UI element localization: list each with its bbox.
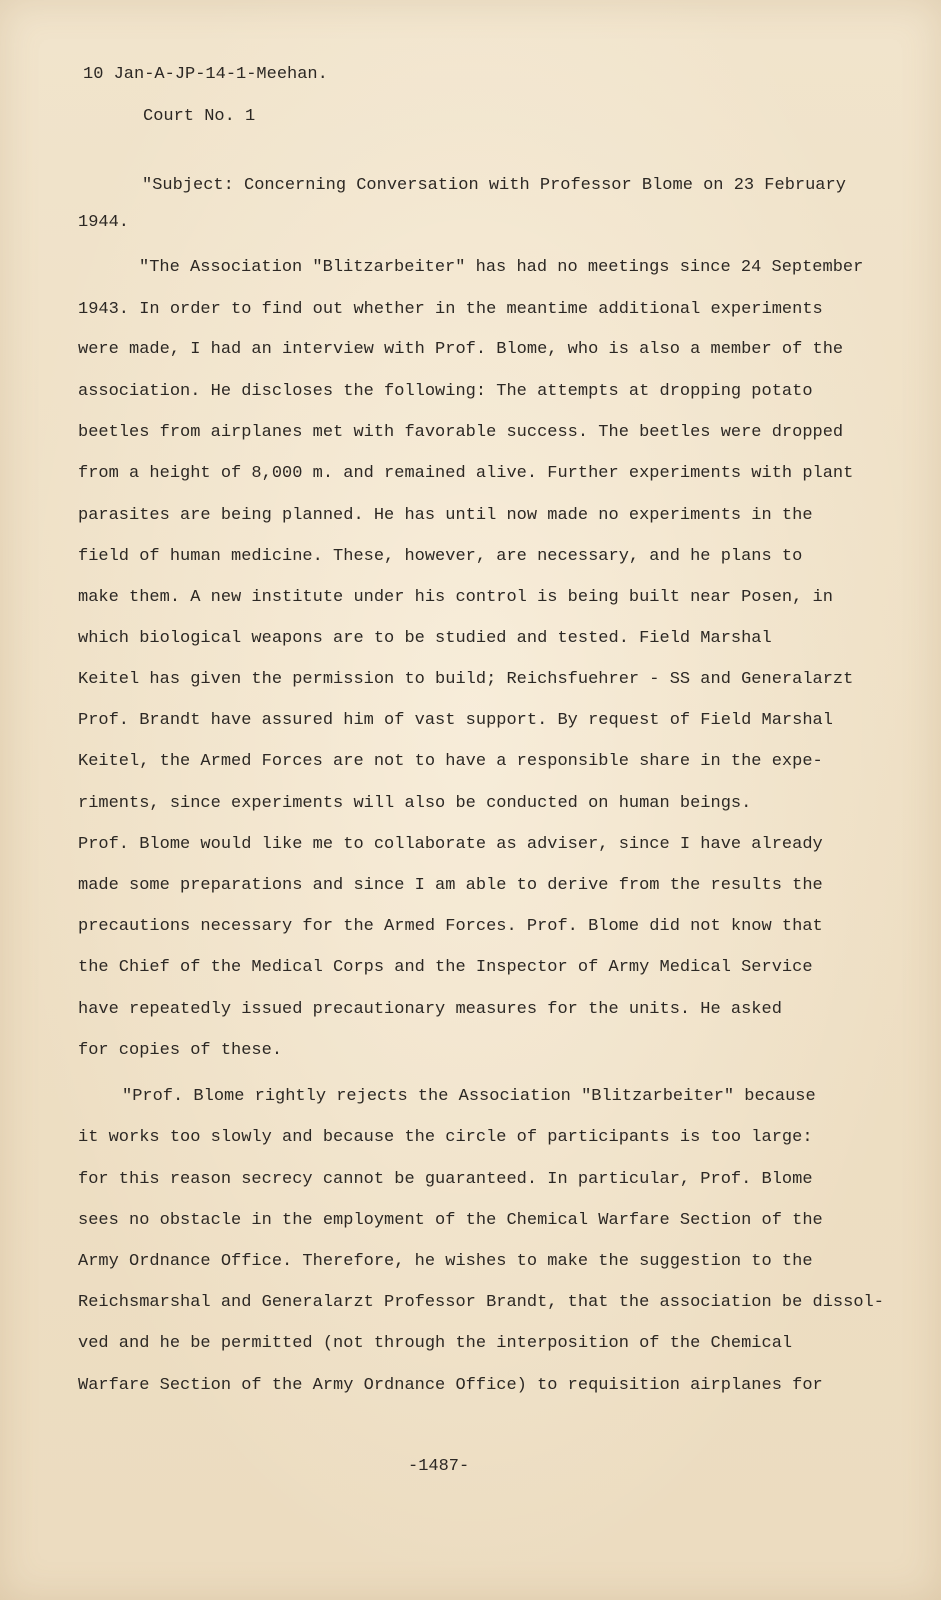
body-line: precautions necessary for the Armed Forces. Prof. Blome did not know that (78, 917, 823, 936)
body-line: Keitel has given the permission to build; Reichsfuehrer - SS and Generalarzt (78, 670, 854, 689)
document-reference: 10 Jan-A-JP-14-1-Meehan. (83, 65, 328, 84)
body-line: sees no obstacle in the employment of the Chemical Warfare Section of the (78, 1211, 823, 1230)
body-line: from a height of 8,000 m. and remained alive. Further experiments with plant (78, 464, 854, 483)
body-line: for this reason secrecy cannot be guaranteed. In particular, Prof. Blome (78, 1170, 813, 1189)
body-line: made some preparations and since I am able to derive from the results the (78, 876, 823, 895)
body-line: beetles from airplanes met with favorable success. The beetles were dropped (78, 423, 844, 442)
body-line: association. He discloses the following: The attempts at dropping potato (78, 382, 813, 401)
body-line: Prof. Brandt have assured him of vast support. By request of Field Marshal (78, 711, 833, 730)
subject-line-cont: 1944. (78, 213, 130, 232)
subject-line: "Subject: Concerning Conversation with Professor Blome on 23 February (142, 176, 846, 195)
body-line: 1943. In order to find out whether in the meantime additional experiments (78, 300, 823, 319)
body-line: field of human medicine. These, however, are necessary, and he plans to (78, 547, 803, 566)
body-line: Warfare Section of the Army Ordnance Office) to requisition airplanes for (78, 1376, 823, 1395)
body-line: for copies of these. (78, 1041, 283, 1060)
body-line: Reichsmarshal and Generalarzt Professor Brandt, that the association be dissol- (78, 1293, 884, 1312)
body-line: parasites are being planned. He has until now made no experiments in the (78, 506, 813, 525)
body-line: the Chief of the Medical Corps and the Inspector of Army Medical Service (78, 958, 813, 977)
body-line: "Prof. Blome rightly rejects the Association "Blitzarbeiter" because (122, 1087, 816, 1106)
court-number: Court No. 1 (143, 107, 256, 126)
body-line: have repeatedly issued precautionary measures for the units. He asked (78, 1000, 782, 1019)
body-line: were made, I had an interview with Prof. Blome, who is also a member of the (78, 340, 844, 359)
page-number: -1487- (408, 1457, 470, 1476)
body-line: riments, since experiments will also be conducted on human beings. (78, 794, 752, 813)
body-line: Army Ordnance Office. Therefore, he wishes to make the suggestion to the (78, 1252, 813, 1271)
body-line: "The Association "Blitzarbeiter" has had no meetings since 24 September (139, 258, 864, 277)
body-line: ved and he be permitted (not through the interposition of the Chemical (78, 1334, 793, 1353)
body-line: it works too slowly and because the circle of participants is too large: (78, 1128, 813, 1147)
body-line: make them. A new institute under his control is being built near Posen, in (78, 588, 833, 607)
body-line: which biological weapons are to be studied and tested. Field Marshal (78, 629, 772, 648)
body-line: Keitel, the Armed Forces are not to have a responsible share in the expe- (78, 752, 823, 771)
body-line: Prof. Blome would like me to collaborate as adviser, since I have already (78, 835, 823, 854)
